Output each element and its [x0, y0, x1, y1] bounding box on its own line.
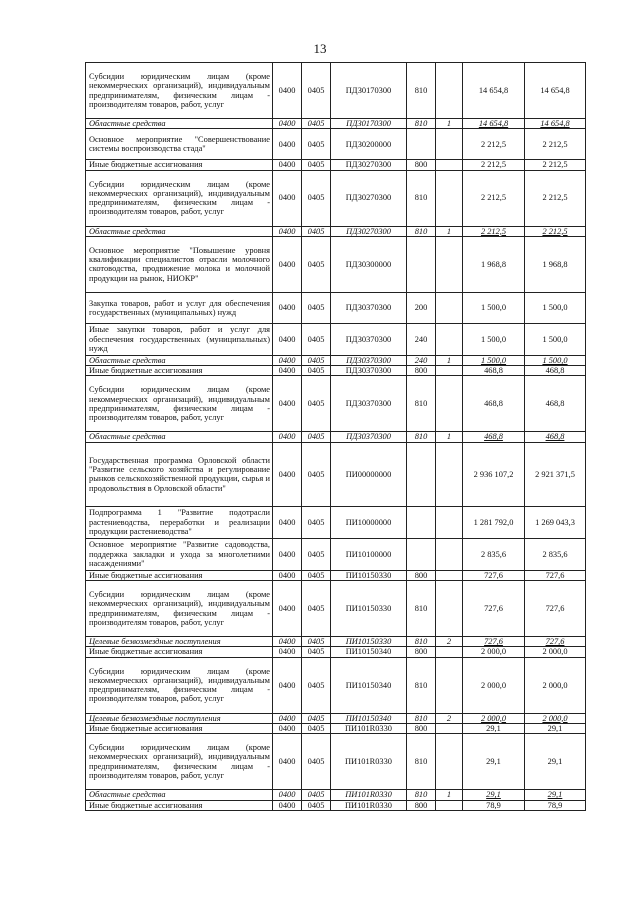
funding-source-code — [436, 723, 463, 733]
amount-year-2: 2 921 371,5 — [525, 442, 586, 506]
funding-source-row — [86, 119, 586, 129]
row-name: Субсидии юридическим лицам (кроме некоммерческих организаций), индивидуальным предпринимателям, физическим лицам - производителям товаров, работ, услуг — [86, 170, 273, 226]
expense-type-code: 810 — [407, 734, 436, 790]
table-row — [86, 570, 586, 580]
subsection-code: 0405 — [302, 538, 331, 570]
expense-type-code — [407, 236, 436, 292]
funding-source-code — [436, 657, 463, 713]
section-code: 0400 — [273, 506, 302, 538]
target-item-code: ПИ10150330 — [331, 581, 407, 637]
funding-source-code: 1 — [436, 119, 463, 129]
row-name: Областные средства — [86, 355, 273, 365]
target-item-code: ПДЗ0270300 — [331, 226, 407, 236]
amount-year-2: 29,1 — [525, 723, 586, 733]
section-code: 0400 — [273, 570, 302, 580]
table-row — [86, 292, 586, 323]
target-item-code: ПДЗ0370300 — [331, 366, 407, 376]
amount-year-2: 29,1 — [525, 790, 586, 800]
amount-year-2: 2 212,5 — [525, 170, 586, 226]
target-item-code: ПИ101R0330 — [331, 723, 407, 733]
expense-type-code — [407, 538, 436, 570]
expense-type-code: 800 — [407, 160, 436, 170]
section-code: 0400 — [273, 119, 302, 129]
target-item-code: ПДЗ0370300 — [331, 376, 407, 432]
target-item-code: ПИ10150330 — [331, 637, 407, 647]
row-name: Областные средства — [86, 226, 273, 236]
funding-source-code: 1 — [436, 226, 463, 236]
amount-year-2: 14 654,8 — [525, 119, 586, 129]
amount-year-1: 468,8 — [463, 366, 525, 376]
amount-year-1: 2 212,5 — [463, 170, 525, 226]
target-item-code: ПДЗ0170300 — [331, 63, 407, 119]
table-row — [86, 442, 586, 506]
subsection-code: 0405 — [302, 432, 331, 442]
amount-year-1: 2 835,6 — [463, 538, 525, 570]
subsection-code: 0405 — [302, 119, 331, 129]
funding-source-code — [436, 581, 463, 637]
expense-type-code: 810 — [407, 637, 436, 647]
expense-type-code — [407, 442, 436, 506]
funding-source-code — [436, 506, 463, 538]
amount-year-2: 2 212,5 — [525, 226, 586, 236]
target-item-code: ПИ101R0330 — [331, 790, 407, 800]
subsection-code: 0405 — [302, 570, 331, 580]
funding-source-code — [436, 160, 463, 170]
subsection-code: 0405 — [302, 581, 331, 637]
table-row — [86, 647, 586, 657]
row-name: Закупка товаров, работ и услуг для обеспечения государственных (муниципальных) нужд — [86, 292, 273, 323]
subsection-code: 0405 — [302, 647, 331, 657]
target-item-code: ПДЗ0270300 — [331, 170, 407, 226]
expense-type-code: 810 — [407, 63, 436, 119]
expense-type-code: 810 — [407, 790, 436, 800]
amount-year-2: 2 000,0 — [525, 657, 586, 713]
amount-year-2: 29,1 — [525, 734, 586, 790]
subsection-code: 0405 — [302, 236, 331, 292]
row-name: Иные бюджетные ассигнования — [86, 366, 273, 376]
row-name: Основное мероприятие "Повышение уровня квалификации специалистов отрасли молочного скотоводства, продвижение молока и молочной продукции на рынок, НИОКР" — [86, 236, 273, 292]
amount-year-1: 2 212,5 — [463, 160, 525, 170]
budget-table-body — [86, 63, 586, 811]
target-item-code: ПДЗ0270300 — [331, 160, 407, 170]
subsection-code: 0405 — [302, 713, 331, 723]
expense-type-code: 810 — [407, 713, 436, 723]
expense-type-code: 810 — [407, 581, 436, 637]
funding-source-row — [86, 355, 586, 365]
amount-year-2: 1 968,8 — [525, 236, 586, 292]
amount-year-1: 2 212,5 — [463, 129, 525, 160]
amount-year-1: 2 000,0 — [463, 647, 525, 657]
table-row — [86, 657, 586, 713]
section-code: 0400 — [273, 442, 302, 506]
amount-year-1: 2 000,0 — [463, 713, 525, 723]
row-name: Иные бюджетные ассигнования — [86, 647, 273, 657]
funding-source-code — [436, 323, 463, 355]
table-row — [86, 581, 586, 637]
funding-source-code — [436, 734, 463, 790]
amount-year-2: 1 500,0 — [525, 323, 586, 355]
target-item-code: ПИ10100000 — [331, 538, 407, 570]
funding-source-row — [86, 790, 586, 800]
section-code: 0400 — [273, 538, 302, 570]
subsection-code: 0405 — [302, 366, 331, 376]
expense-type-code: 810 — [407, 119, 436, 129]
subsection-code: 0405 — [302, 657, 331, 713]
target-item-code: ПИ10150330 — [331, 570, 407, 580]
amount-year-2: 1 500,0 — [525, 355, 586, 365]
subsection-code: 0405 — [302, 355, 331, 365]
amount-year-2: 727,6 — [525, 637, 586, 647]
amount-year-2: 1 269 043,3 — [525, 506, 586, 538]
funding-source-code: 2 — [436, 637, 463, 647]
amount-year-1: 29,1 — [463, 734, 525, 790]
table-row — [86, 376, 586, 432]
section-code: 0400 — [273, 657, 302, 713]
row-name: Целевые безвозмездные поступления — [86, 713, 273, 723]
table-row — [86, 170, 586, 226]
page-number: 13 — [313, 41, 327, 56]
subsection-code: 0405 — [302, 376, 331, 432]
row-name: Субсидии юридическим лицам (кроме некоммерческих организаций), индивидуальным предпринимателям, физическим лицам - производителям товаров, работ, услуг — [86, 581, 273, 637]
subsection-code: 0405 — [302, 323, 331, 355]
subsection-code: 0405 — [302, 800, 331, 810]
amount-year-2: 468,8 — [525, 432, 586, 442]
row-name: Субсидии юридическим лицам (кроме некоммерческих организаций), индивидуальным предпринимателям, физическим лицам - производителям товаров, работ, услуг — [86, 376, 273, 432]
expense-type-code: 800 — [407, 800, 436, 810]
amount-year-2: 1 500,0 — [525, 292, 586, 323]
table-row — [86, 63, 586, 119]
section-code: 0400 — [273, 800, 302, 810]
section-code: 0400 — [273, 581, 302, 637]
row-name: Областные средства — [86, 790, 273, 800]
target-item-code: ПИ101R0330 — [331, 734, 407, 790]
funding-source-code: 1 — [436, 355, 463, 365]
subsection-code: 0405 — [302, 723, 331, 733]
section-code: 0400 — [273, 647, 302, 657]
expense-type-code: 810 — [407, 432, 436, 442]
subsection-code: 0405 — [302, 637, 331, 647]
target-item-code: ПИ10150340 — [331, 657, 407, 713]
funding-source-code — [436, 63, 463, 119]
amount-year-2: 468,8 — [525, 366, 586, 376]
amount-year-1: 2 212,5 — [463, 226, 525, 236]
funding-source-code — [436, 442, 463, 506]
expense-type-code: 800 — [407, 723, 436, 733]
section-code: 0400 — [273, 226, 302, 236]
funding-source-code — [436, 236, 463, 292]
section-code: 0400 — [273, 723, 302, 733]
funding-source-code — [436, 366, 463, 376]
target-item-code: ПИ101R0330 — [331, 800, 407, 810]
table-row — [86, 160, 586, 170]
row-name: Субсидии юридическим лицам (кроме некоммерческих организаций), индивидуальным предпринимателям, физическим лицам - производителям товаров, работ, услуг — [86, 734, 273, 790]
funding-source-code: 1 — [436, 432, 463, 442]
section-code: 0400 — [273, 366, 302, 376]
subsection-code: 0405 — [302, 442, 331, 506]
expense-type-code: 800 — [407, 570, 436, 580]
subsection-code: 0405 — [302, 506, 331, 538]
amount-year-1: 14 654,8 — [463, 119, 525, 129]
target-item-code: ПИ10150340 — [331, 647, 407, 657]
target-item-code: ПДЗ0300000 — [331, 236, 407, 292]
amount-year-2: 14 654,8 — [525, 63, 586, 119]
target-item-code: ПИ10000000 — [331, 506, 407, 538]
expense-type-code: 810 — [407, 170, 436, 226]
target-item-code: ПДЗ0370300 — [331, 292, 407, 323]
row-name: Субсидии юридическим лицам (кроме некоммерческих организаций), индивидуальным предпринимателям, физическим лицам - производителям товаров, работ, услуг — [86, 657, 273, 713]
amount-year-1: 78,9 — [463, 800, 525, 810]
section-code: 0400 — [273, 323, 302, 355]
amount-year-2: 2 835,6 — [525, 538, 586, 570]
expense-type-code — [407, 506, 436, 538]
expense-type-code: 240 — [407, 355, 436, 365]
section-code: 0400 — [273, 292, 302, 323]
subsection-code: 0405 — [302, 160, 331, 170]
subsection-code: 0405 — [302, 63, 331, 119]
funding-source-code — [436, 170, 463, 226]
funding-source-code: 2 — [436, 713, 463, 723]
target-item-code: ПДЗ0370300 — [331, 432, 407, 442]
row-name: Основное мероприятие "Совершенствование системы воспроизводства стада" — [86, 129, 273, 160]
section-code: 0400 — [273, 734, 302, 790]
amount-year-1: 727,6 — [463, 570, 525, 580]
section-code: 0400 — [273, 790, 302, 800]
funding-source-code — [436, 647, 463, 657]
expense-type-code: 800 — [407, 366, 436, 376]
section-code: 0400 — [273, 355, 302, 365]
amount-year-1: 1 500,0 — [463, 323, 525, 355]
row-name: Подпрограмма 1 "Развитие подотрасли растениеводства, переработки и реализации продукции растениеводства" — [86, 506, 273, 538]
section-code: 0400 — [273, 713, 302, 723]
subsection-code: 0405 — [302, 129, 331, 160]
amount-year-2: 468,8 — [525, 376, 586, 432]
target-item-code: ПДЗ0200000 — [331, 129, 407, 160]
row-name: Иные бюджетные ассигнования — [86, 800, 273, 810]
subsection-code: 0405 — [302, 734, 331, 790]
section-code: 0400 — [273, 236, 302, 292]
amount-year-1: 1 500,0 — [463, 355, 525, 365]
expense-type-code: 800 — [407, 647, 436, 657]
row-name: Иные бюджетные ассигнования — [86, 160, 273, 170]
expense-type-code: 810 — [407, 376, 436, 432]
section-code: 0400 — [273, 637, 302, 647]
amount-year-1: 468,8 — [463, 432, 525, 442]
target-item-code: ПИ10150340 — [331, 713, 407, 723]
table-row — [86, 538, 586, 570]
table-row — [86, 323, 586, 355]
funding-source-code — [436, 570, 463, 580]
amount-year-2: 2 000,0 — [525, 713, 586, 723]
target-item-code: ПДЗ0370300 — [331, 355, 407, 365]
row-name: Субсидии юридическим лицам (кроме некоммерческих организаций), индивидуальным предпринимателям, физическим лицам - производителям товаров, работ, услуг — [86, 63, 273, 119]
amount-year-2: 727,6 — [525, 570, 586, 580]
amount-year-1: 1 281 792,0 — [463, 506, 525, 538]
funding-source-code — [436, 292, 463, 323]
funding-source-row — [86, 713, 586, 723]
amount-year-2: 2 000,0 — [525, 647, 586, 657]
row-name: Иные бюджетные ассигнования — [86, 570, 273, 580]
table-row — [86, 723, 586, 733]
table-row — [86, 800, 586, 810]
expense-type-code: 810 — [407, 657, 436, 713]
expense-type-code — [407, 129, 436, 160]
amount-year-1: 29,1 — [463, 723, 525, 733]
amount-year-1: 2 000,0 — [463, 657, 525, 713]
amount-year-2: 2 212,5 — [525, 129, 586, 160]
target-item-code: ПИ00000000 — [331, 442, 407, 506]
row-name: Областные средства — [86, 119, 273, 129]
section-code: 0400 — [273, 129, 302, 160]
expense-type-code: 810 — [407, 226, 436, 236]
row-name: Иные бюджетные ассигнования — [86, 723, 273, 733]
amount-year-1: 1 500,0 — [463, 292, 525, 323]
subsection-code: 0405 — [302, 170, 331, 226]
target-item-code: ПДЗ0370300 — [331, 323, 407, 355]
funding-source-code — [436, 376, 463, 432]
funding-source-code — [436, 538, 463, 570]
amount-year-1: 1 968,8 — [463, 236, 525, 292]
amount-year-1: 14 654,8 — [463, 63, 525, 119]
row-name: Основное мероприятие "Развитие садоводства, поддержка закладки и ухода за многолетними насаждениями" — [86, 538, 273, 570]
subsection-code: 0405 — [302, 292, 331, 323]
expense-type-code: 200 — [407, 292, 436, 323]
amount-year-1: 2 936 107,2 — [463, 442, 525, 506]
amount-year-2: 727,6 — [525, 581, 586, 637]
funding-source-row — [86, 226, 586, 236]
amount-year-2: 78,9 — [525, 800, 586, 810]
amount-year-1: 727,6 — [463, 581, 525, 637]
amount-year-1: 727,6 — [463, 637, 525, 647]
row-name: Иные закупки товаров, работ и услуг для обеспечения государственных (муниципальных) нужд — [86, 323, 273, 355]
subsection-code: 0405 — [302, 790, 331, 800]
funding-source-code — [436, 800, 463, 810]
funding-source-row — [86, 432, 586, 442]
table-row — [86, 366, 586, 376]
subsection-code: 0405 — [302, 226, 331, 236]
budget-table — [85, 62, 586, 811]
row-name: Государственная программа Орловской области "Развитие сельского хозяйства и регулирование рынков сельскохозяйственной продукции, сырья и продовольствия в Орловской области" — [86, 442, 273, 506]
section-code: 0400 — [273, 170, 302, 226]
table-row — [86, 129, 586, 160]
expense-type-code: 240 — [407, 323, 436, 355]
section-code: 0400 — [273, 432, 302, 442]
funding-source-code — [436, 129, 463, 160]
section-code: 0400 — [273, 63, 302, 119]
table-row — [86, 506, 586, 538]
amount-year-1: 468,8 — [463, 376, 525, 432]
table-row — [86, 236, 586, 292]
section-code: 0400 — [273, 160, 302, 170]
section-code: 0400 — [273, 376, 302, 432]
funding-source-row — [86, 637, 586, 647]
amount-year-2: 2 212,5 — [525, 160, 586, 170]
target-item-code: ПДЗ0170300 — [331, 119, 407, 129]
funding-source-code: 1 — [436, 790, 463, 800]
amount-year-1: 29,1 — [463, 790, 525, 800]
row-name: Областные средства — [86, 432, 273, 442]
table-row — [86, 734, 586, 790]
row-name: Целевые безвозмездные поступления — [86, 637, 273, 647]
